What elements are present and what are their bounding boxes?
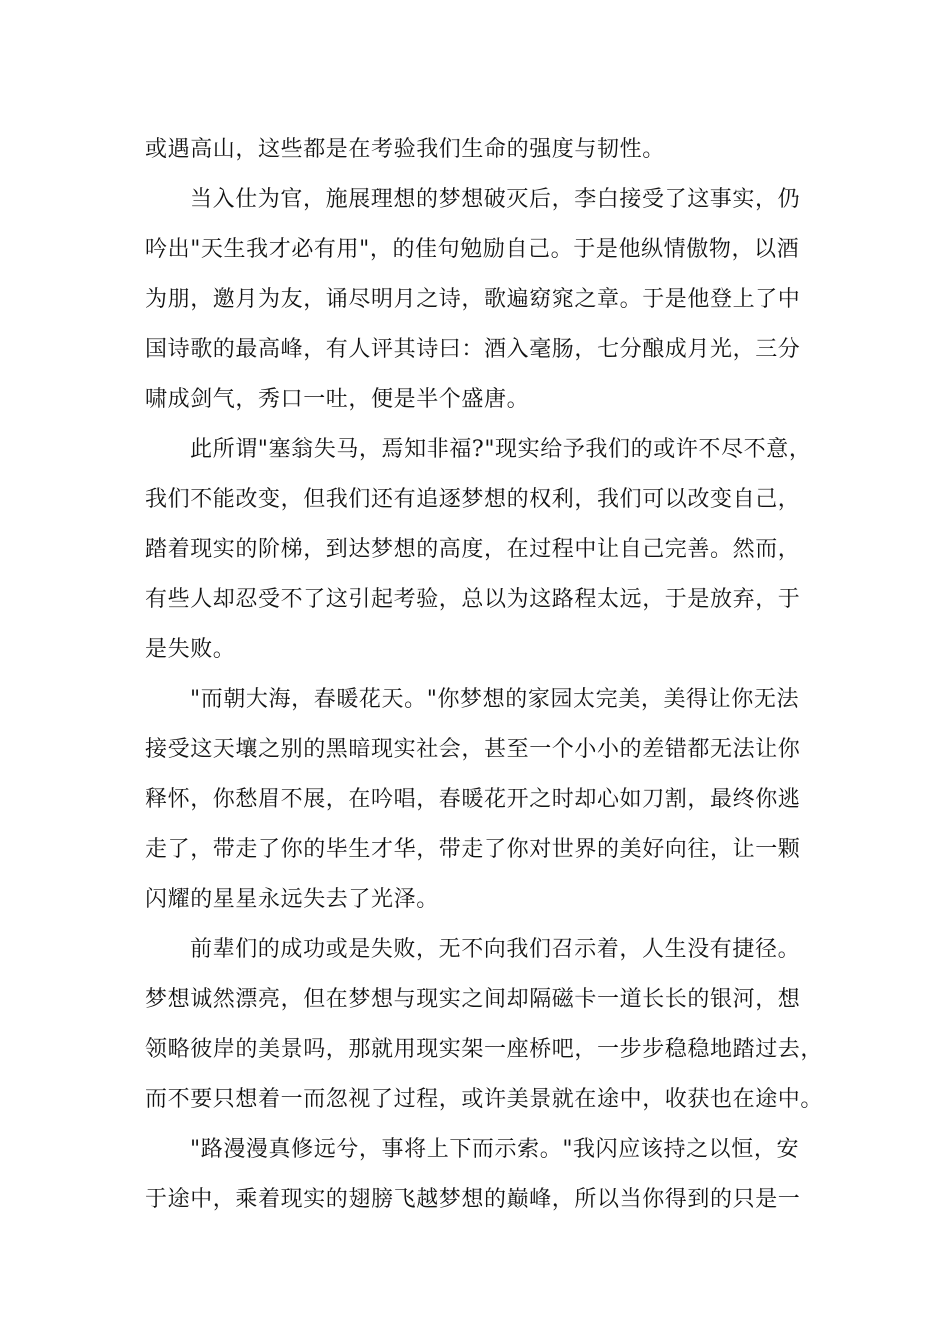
paragraph-first-line: "而朝大海，春暖花天。"你梦想的家园太完美，美得让你无法 <box>190 687 800 712</box>
text-line: 我们不能改变，但我们还有追逐梦想的权利，我们可以改变自己， <box>145 487 801 512</box>
text-line: 接受这天壤之别的黑暗现实社会，甚至一个小小的差错都无法让你 <box>145 737 801 762</box>
paragraph-first-line: 此所谓"塞翁失马，焉知非福?"现实给予我们的或许不尽不意， <box>190 437 812 462</box>
text-line: 于途中，乘着现实的翅膀飞越梦想的巅峰，所以当你得到的只是一 <box>145 1187 801 1212</box>
text-line: 释怀，你愁眉不展，在吟唱，春暖花开之时却心如刀割，最终你逃 <box>145 787 801 812</box>
text-line: 踏着现实的阶梯，到达梦想的高度，在过程中让自己完善。然而， <box>145 537 801 562</box>
paragraph-first-line: 当入仕为官，施展理想的梦想破灭后，李白接受了这事实，仍 <box>190 187 801 212</box>
text-line: 吟出"天生我才必有用"，的佳句勉励自己。于是他纵情傲物，以酒 <box>145 237 800 262</box>
text-line: 啸成剑气，秀口一吐，便是半个盛唐。 <box>145 387 530 412</box>
text-line: 梦想诚然漂亮，但在梦想与现实之间却隔磁卡一道长长的银河，想 <box>145 987 801 1012</box>
text-line: 走了，带走了你的毕生才华，带走了你对世界的美好向往，让一颗 <box>145 837 801 862</box>
paragraph-first-line: 前辈们的成功或是失败，无不向我们召示着，人生没有捷径。 <box>190 937 801 962</box>
paragraph-first-line: "路漫漫真修远兮，事将上下而示索。"我闪应该持之以恒，安 <box>190 1137 800 1162</box>
text-line: 闪耀的星星永远失去了光泽。 <box>145 887 439 912</box>
text-line: 领略彼岸的美景吗，那就用现实架一座桥吧，一步步稳稳地踏过去， <box>145 1037 824 1062</box>
text-line: 是失败。 <box>145 637 236 662</box>
text-line: 而不要只想着一而忽视了过程，或许美景就在途中，收获也在途中。 <box>145 1087 824 1112</box>
text-line: 有些人却忍受不了这引起考验，总以为这路程太远，于是放弃，于 <box>145 587 801 612</box>
text-line: 国诗歌的最高峰，有人评其诗曰：酒入毫肠，七分酿成月光，三分 <box>145 337 801 362</box>
text-line: 为朋，邀月为友，诵尽明月之诗，歌遍窈窕之章。于是他登上了中 <box>145 287 801 312</box>
text-line: 或遇高山，这些都是在考验我们生命的强度与韧性。 <box>145 137 665 162</box>
